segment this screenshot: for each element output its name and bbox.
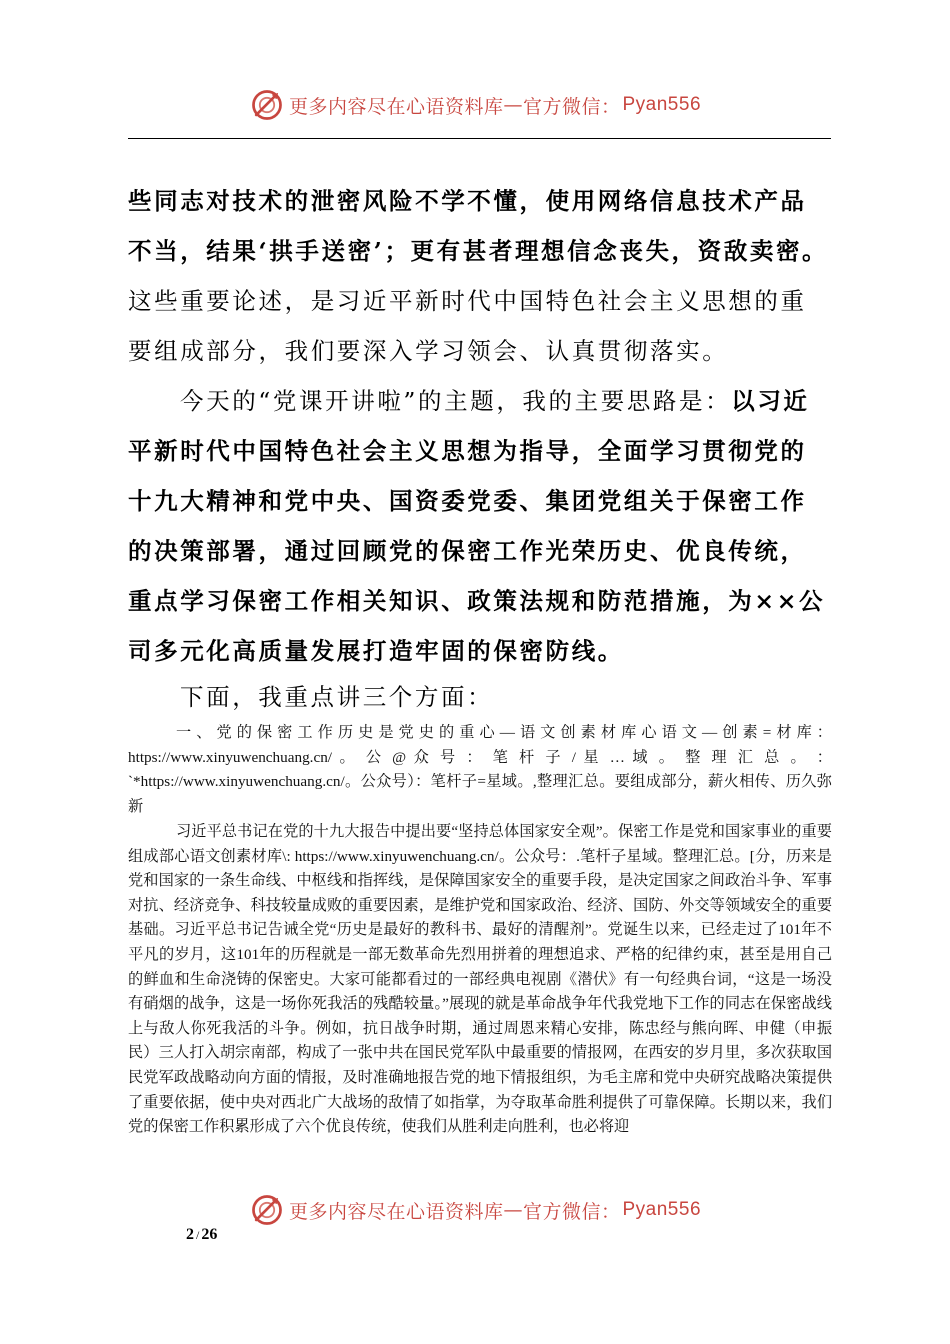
section-heading-paragraph: 一、党的保密工作历史是党史的重心—语文创素材库心语文—创素=材库：https://www.xinyuwenchuang.cn/ 。 公 @ 众 号 ： 笔 杆 子 / 星 … 域 。 整 理 汇 总 。 ： `*https://www.xinyuwenchuang.cn/。公众号）：笔杆子=星域。,整理汇总。要组成部分，薪火相传、历久弥新 [128, 724, 832, 815]
paragraph-1-bold: 些同志对技术的泄密风险不学不懂，使用网络信息技术产品不当，结果‘拱手送密’；更有甚者理想信念丧失，资敌卖密。 [128, 187, 829, 265]
paragraph-2-bold: 以习近平新时代中国特色社会主义思想为指导，全面学习贯彻党的十九大精神和党中央、国资委党委、集团党组关于保密工作的决策部署，通过回顾党的保密工作光荣历史、优良传统，重点学习保密工作相关知识、政策法规和防范措施，为××公司多元化高质量发展打造牢固的保密防线。 [128, 387, 826, 665]
page-total: 26 [201, 1226, 218, 1243]
banner-brand: 更多内容尽在心语资料库 [288, 95, 504, 118]
banner-dash: — [503, 94, 523, 116]
page-number [186, 1226, 217, 1244]
paragraph-2-normal: 今天的“党课开讲啦”的主题，我的主要思路是： [180, 387, 732, 415]
banner-wechat-id: Pyan556 [622, 94, 702, 115]
brand-logo-icon [249, 87, 285, 123]
body-paragraph: 习近平总书记在党的十九大报告中提出要“坚持总体国家安全观”。保密工作是党和国家事业的重要组成部心语文创素材库\: https://www.xinyuwenchuang.cn/。公众号：.笔杆子星域。整理汇总。[分，历来是党和国家的一条生命线、中枢线和指挥线，是保障国家安全的重要手段，是决定国家之间政治斗争、军事对抗、经济竞争、科技较量成败的重要因素，是维护党和国家政治、经济、国防、外交等领域安全的重要基础。习近平总书记告诫全党“历史是最好的教科书、最好的清醒剂”。党诞生以来，已经走过了101年不平凡的岁月，这101年的历程就是一部无数革命先烈用拼着的理想追求、严格的纪律约束，甚至是用自己的鲜血和生命浇铸的保密史。大家可能都看过的一部经典电视剧《潜伏》有一句经典台词，“这是一场没有硝烟的战争，这是一场你死我活的残酷较量。”展现的就是革命战争年代我党地下工作的同志在保密战线上与敌人你死我活的斗争。例如，抗日战争时期，通过周恩来精心安排，陈忠经与熊向晖、申健（申振民）三人打入胡宗南部，构成了一张中共在国民党军队中最重要的情报网，在西安的岁月里，多次获取国民党军政战略动向方面的情报，及时准确地报告党的地下情报组织，为毛主席和党中央研究战略决策提供了重要依据，使中央对西北广大战场的敌情了如指掌，为夺取革命胜利提供了可靠保障。长期以来，我们党的保密工作积累形成了六个优良传统，使我们从胜利走向胜利，也必将迎 [128, 823, 832, 1136]
banner-wechat-label: 官方微信： [522, 1200, 621, 1223]
banner-wechat-id: Pyan556 [622, 1199, 702, 1220]
paragraph-1 [128, 176, 832, 376]
watermark-banner-top [0, 85, 950, 125]
brand-logo-icon [249, 1192, 285, 1228]
paragraph-1-normal: 这些重要论述，是习近平新时代中国特色社会主义思想的重要组成部分，我们要深入学习领会、认真贯彻落实。 [128, 287, 807, 365]
paragraph-3: 下面，我重点讲三个方面： [180, 683, 494, 711]
banner-brand: 更多内容尽在心语资料库 [288, 1200, 504, 1223]
page-separator: / [196, 1228, 200, 1242]
header-divider [128, 138, 831, 139]
paragraph-2 [128, 376, 832, 676]
watermark-banner-bottom [0, 1190, 950, 1230]
page-current: 2 [186, 1226, 194, 1243]
banner-wechat-label: 官方微信： [522, 95, 621, 118]
banner-dash: — [503, 1199, 523, 1221]
